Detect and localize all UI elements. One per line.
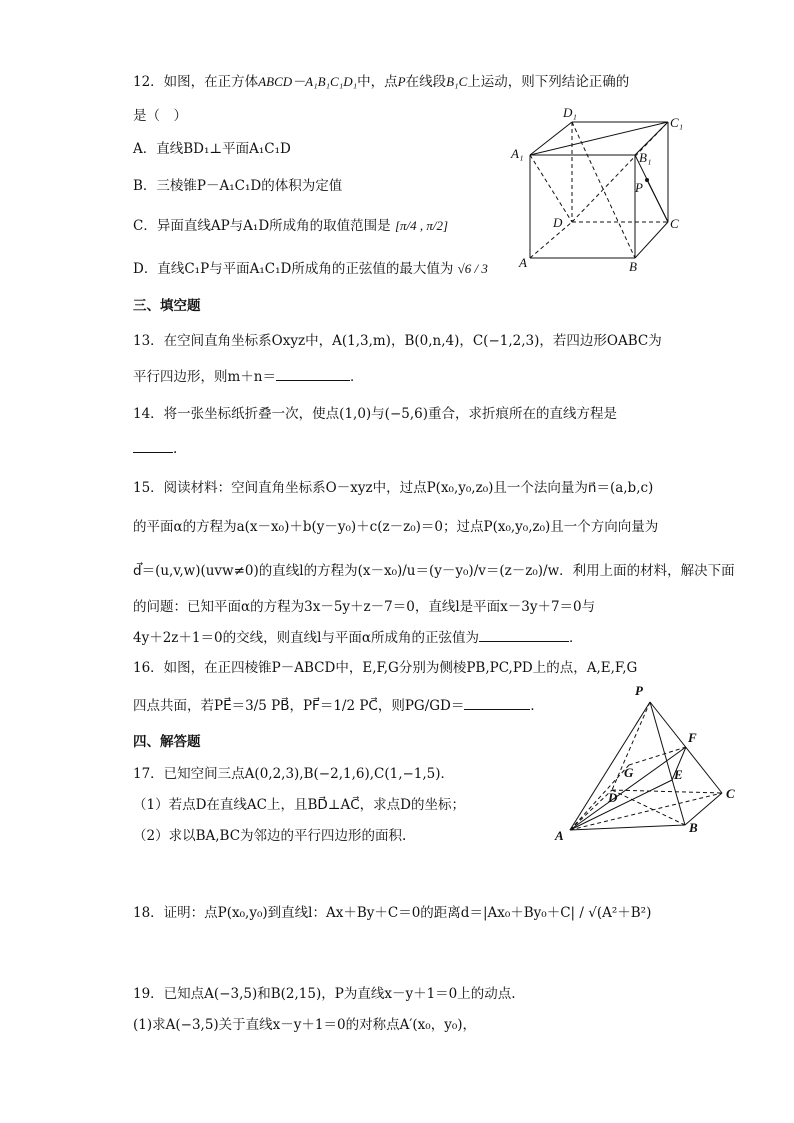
q12-option-c: C．异面直线AP与A₁D所成角的取值范围是 [π/4 , π/2]: [133, 218, 449, 234]
answer-blank[interactable]: [133, 440, 173, 453]
label-c1: C₁: [670, 115, 684, 130]
q12-option-d: D．直线C₁P与平面A₁C₁D所成角的正弦值的最大值为 √6 / 3: [133, 261, 488, 277]
q16-line1: 16．如图，在正四棱锥P－ABCD中，E,F,G分别为侧棱PB,PC,PD上的点，A,E,F,G: [133, 660, 638, 676]
pyramid-figure: [550, 680, 750, 845]
label-p: P: [635, 683, 643, 698]
label-g: G: [624, 765, 634, 780]
label-f: F: [688, 730, 697, 745]
q15-line3: d⃗＝(u,v,w)(uvw≠0)的直线l的方程为(x－x₀)/u＝(y－y₀)/v＝(z－z₀)/w．利用上面的材料，解决下面: [133, 563, 735, 579]
q15-line4: 的问题：已知平面α的方程为3x－5y＋z－7＝0，直线l是平面x－3y＋7＝0与: [133, 599, 596, 615]
q15-line5: 4y＋2z＋1＝0的交线，则直线l与平面α所成角的正弦值为 ．: [133, 630, 583, 646]
section-fill-in: 三、填空题: [133, 298, 201, 314]
q17-line2: （1）若点D在直线AC上，且BD⃗⊥AC⃗，求点D的坐标；: [133, 797, 466, 813]
cube-figure: [505, 100, 695, 280]
label-a: A: [519, 255, 527, 270]
answer-blank[interactable]: [276, 368, 350, 381]
q19-line1: 19．已知点A(−3,5)和B(2,15)，P为直线x－y＋1＝0上的动点.: [133, 986, 516, 1002]
q12-option-b: B．三棱锥P－A₁C₁D的体积为定值: [133, 178, 343, 194]
label-c: C: [726, 786, 735, 801]
label-p: P: [635, 180, 643, 195]
section-solutions: 四、解答题: [133, 734, 201, 750]
label-b1: B₁: [639, 150, 652, 165]
q17-line3: （2）求以BA,BC为邻边的平行四边形的面积.: [133, 828, 407, 844]
label-d1: D₁: [563, 105, 577, 120]
answer-blank[interactable]: [464, 697, 530, 710]
label-a1: A₁: [511, 146, 524, 161]
label-b: B: [629, 259, 637, 274]
q19-line2: (1)求A(−3,5)关于直线x－y＋1＝0的对称点A′(x₀，y₀)，: [133, 1017, 477, 1033]
q14-line1: 14．将一张坐标纸折叠一次，使点(1,0)与(−5,6)重合，求折痕所在的直线方程是: [133, 406, 617, 422]
q15-line2: 的平面α的方程为a(x－x₀)＋b(y－y₀)＋c(z－z₀)＝0；过点P(x₀,y₀,z₀)且一个方向向量为: [133, 519, 659, 535]
sine-max-value: √6 / 3: [457, 261, 488, 276]
q16-line2: 四点共面，若PE⃗＝3/5 PB⃗，PF⃗＝1/2 PC⃗，则PG/GD＝ ．: [133, 698, 544, 714]
label-d: D: [608, 790, 618, 805]
q14-line2: .: [133, 440, 177, 458]
q12-line1: 12．如图，在正方体ABCD－A₁B₁C₁D₁中，点P在线段B₁C上运动，则下列结论正确的: [133, 74, 630, 90]
q12-line2: 是（ ）: [133, 108, 187, 124]
label-a: A: [555, 828, 564, 843]
q18-line1: 18．证明：点P(x₀,y₀)到直线l：Ax＋By＋C＝0的距离d＝|Ax₀＋By₀＋C| / √(A²＋B²): [133, 905, 652, 921]
angle-range: [π/4 , π/2]: [394, 218, 449, 233]
q12-option-a: A．直线BD₁⊥平面A₁C₁D: [133, 141, 291, 157]
label-d: D: [553, 215, 563, 230]
q15-line1: 15．阅读材料：空间直角坐标系O－xyz中，过点P(x₀,y₀,z₀)且一个法向量为n⃗＝(a,b,c): [133, 480, 654, 496]
q17-line1: 17．已知空间三点A(0,2,3),B(−2,1,6),C(1,−1,5)．: [133, 766, 455, 782]
label-c: C: [670, 216, 679, 231]
label-e: E: [674, 767, 683, 782]
answer-blank[interactable]: [479, 629, 569, 642]
q13-line2: 平行四边形，则m＋n＝ ．: [133, 369, 364, 385]
label-b: B: [689, 820, 698, 835]
q13-line1: 13．在空间直角坐标系Oxyz中，A(1,3,m)，B(0,n,4)，C(−1,2,3)，若四边形OABC为: [133, 333, 662, 349]
